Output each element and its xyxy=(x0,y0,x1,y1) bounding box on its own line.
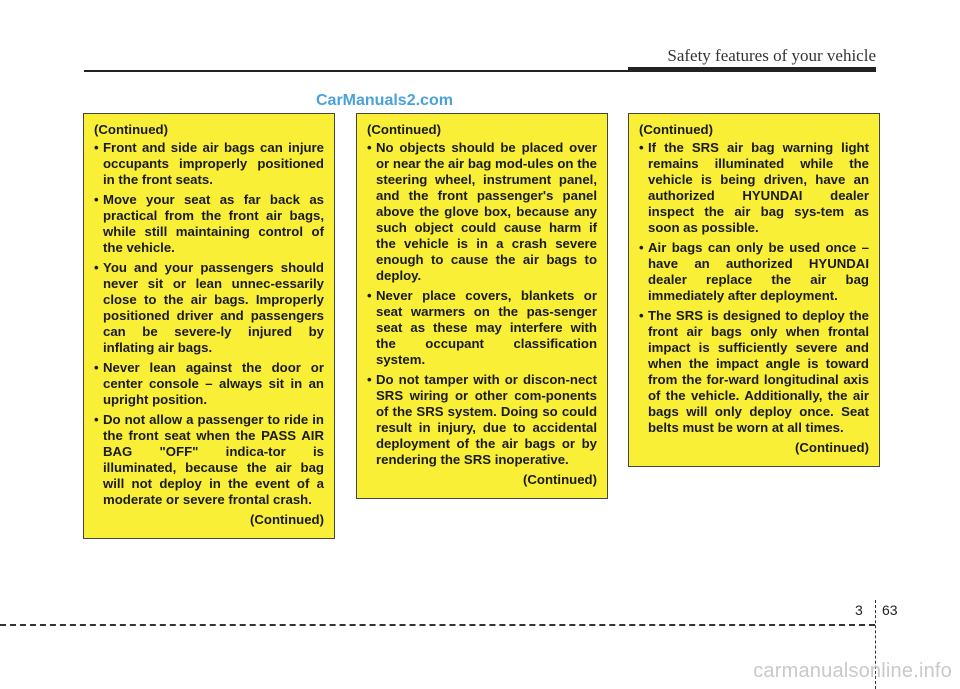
list-item: • Front and side air bags can injure occupants improperly positioned in the front seats. xyxy=(94,140,324,187)
bullet-icon: • xyxy=(94,260,99,275)
warning-panel-1 xyxy=(83,113,335,539)
list-item: • Move your seat as far back as practical from the front air bags, while still maintaining control of the vehicle. xyxy=(94,192,324,255)
warning-panel-3 xyxy=(628,113,880,467)
continued-label-top: (Continued) xyxy=(367,122,441,137)
site-watermark-link[interactable]: CarManuals2.com xyxy=(316,92,453,109)
footer-watermark-link[interactable]: carmanualsonline.info xyxy=(753,660,952,682)
warning-list xyxy=(639,140,869,436)
continued-label-bottom: (Continued) xyxy=(523,472,597,487)
header-rule-accent xyxy=(628,67,876,72)
list-item: • Never lean against the door or center console – always sit in an upright position. xyxy=(94,360,324,407)
bullet-icon: • xyxy=(94,192,99,207)
bullet-icon: • xyxy=(367,140,372,155)
warning-panel-2 xyxy=(356,113,608,499)
continued-label-bottom: (Continued) xyxy=(795,440,869,455)
list-item: • You and your passengers should never sit or lean unnec-essarily close to the air bags. Improperly positioned driver and passengers can be severe-ly injured by inflating air bags. xyxy=(94,260,324,355)
bullet-icon: • xyxy=(94,360,99,375)
warning-list xyxy=(367,140,597,468)
bullet-icon: • xyxy=(639,140,644,155)
continued-label-top: (Continued) xyxy=(94,122,168,137)
list-item: • No objects should be placed over or near the air bag mod-ules on the steering wheel, instrument panel, and the front passenger's panel above the glove box, because any such object could cause harm if the vehicle is in a crash severe enough to cause the air bags to deploy. xyxy=(367,140,597,283)
bullet-icon: • xyxy=(367,372,372,387)
chapter-number: 3 xyxy=(855,602,863,618)
list-item: • The SRS is designed to deploy the front air bags only when frontal impact is sufficiently severe and when the impact angle is toward from the for-ward longitudinal axis of the vehicle. Additionally, the air bags will only deploy once. Seat belts must be worn at all times. xyxy=(639,308,869,435)
continued-label-bottom: (Continued) xyxy=(250,512,324,527)
list-item: • Air bags can only be used once – have an authorized HYUNDAI dealer replace the air bag immediately after deployment. xyxy=(639,240,869,303)
list-item: • If the SRS air bag warning light remains illuminated while the vehicle is being driven, have an authorized HYUNDAI dealer inspect the air bag sys-tem as soon as possible. xyxy=(639,140,869,235)
list-item: • Do not allow a passenger to ride in the front seat when the PASS AIR BAG "OFF" indica-tor is illuminated, because the air bag will not deploy in the event of a moderate or severe frontal crash. xyxy=(94,412,324,507)
list-item: • Do not tamper with or discon-nect SRS wiring or other com-ponents of the SRS system. Doing so could result in injury, due to accidental deployment of the air bags or by rendering the SRS inoperative. xyxy=(367,372,597,467)
bullet-icon: • xyxy=(639,308,644,323)
bullet-icon: • xyxy=(639,240,644,255)
footer-divider xyxy=(0,624,875,626)
page-number: 63 xyxy=(882,602,898,618)
bullet-icon: • xyxy=(94,140,99,155)
bullet-icon: • xyxy=(94,412,99,427)
warning-list xyxy=(94,140,324,508)
continued-label-top: (Continued) xyxy=(639,122,713,137)
list-item: • Never place covers, blankets or seat warmers on the pas-senger seat as these may interfere with the occupant classification system. xyxy=(367,288,597,367)
section-title: Safety features of your vehicle xyxy=(667,46,876,65)
bullet-icon: • xyxy=(367,288,372,303)
